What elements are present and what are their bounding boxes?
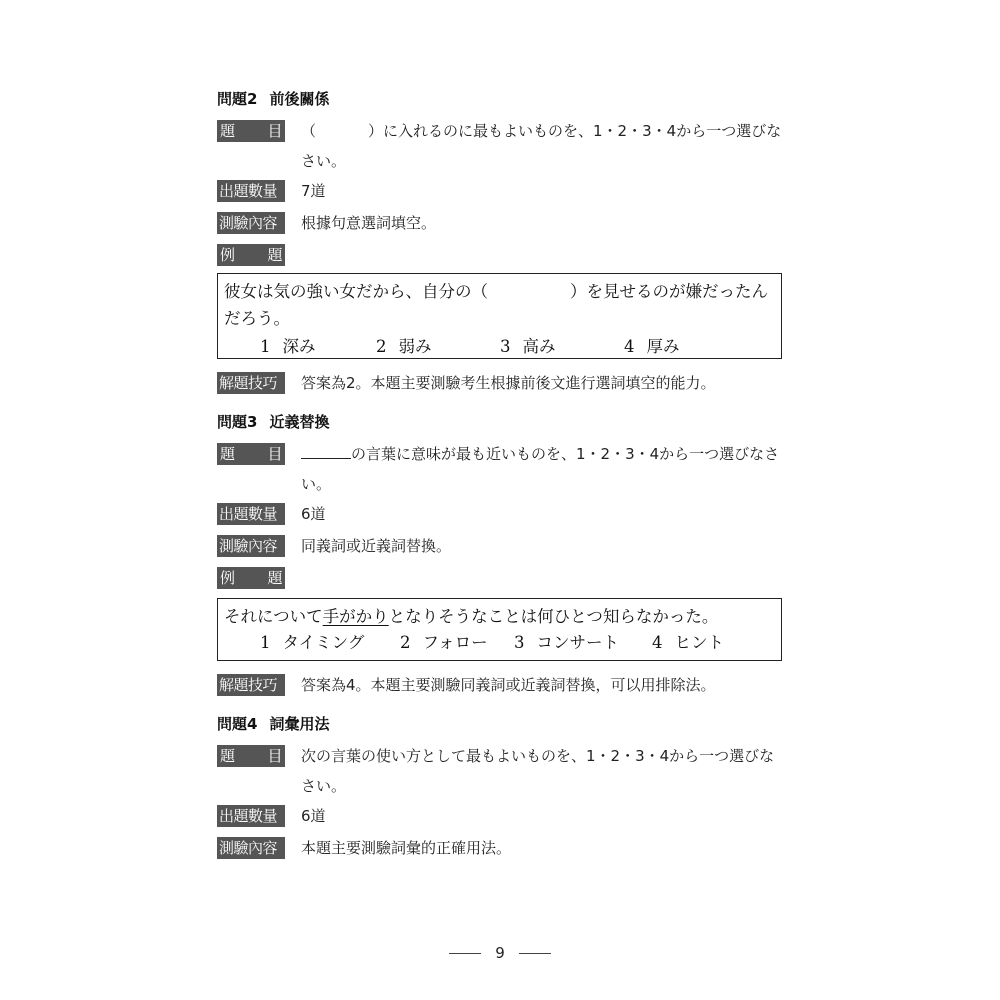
- example-label: 例 題: [217, 244, 285, 266]
- option-item: 3 高み: [500, 337, 556, 356]
- topic-text: （ ）に入れるのに最もよいものを、1・2・3・4から一つ選びなさい。: [301, 122, 782, 170]
- tip-row: [217, 674, 787, 700]
- topic-row: [217, 745, 787, 801]
- section-number: 問題2: [217, 90, 258, 108]
- content-label: 測驗內容: [217, 837, 285, 859]
- section-number: 問題4: [217, 715, 258, 733]
- content-row: [217, 837, 787, 863]
- tip-value: 答案為2。本題主要測驗考生根據前後文進行選詞填空的能力。: [301, 374, 716, 392]
- example-sentence: 彼女は気の強い女だから、自分の（ ）を見せるのが嫌だったんだろう。: [224, 282, 768, 328]
- page-footer: [0, 944, 1000, 962]
- example-label: 例 題: [217, 567, 285, 589]
- example-box: [217, 598, 782, 661]
- content-label: 測驗內容: [217, 212, 285, 234]
- topic-row: [217, 120, 787, 176]
- count-label: 出題數量: [217, 180, 285, 202]
- option-item: 2 フォロー: [400, 633, 488, 652]
- count-row: [217, 180, 787, 206]
- section-title: 近義替換: [269, 413, 330, 431]
- underlined-word: 手がかり: [322, 607, 389, 626]
- footer-rule-left: [449, 953, 481, 954]
- section-heading-2: [217, 88, 329, 109]
- footer-rule-right: [519, 953, 551, 954]
- tip-value: 答案為4。本題主要測驗同義詞或近義詞替換，可以用排除法。: [301, 676, 716, 694]
- topic-text: 次の言葉の使い方として最もよいものを、1・2・3・4から一つ選びなさい。: [301, 747, 775, 795]
- count-row: [217, 805, 787, 831]
- example-options: [260, 332, 775, 362]
- count-label: 出題數量: [217, 805, 285, 827]
- page-number: 9: [495, 944, 505, 962]
- section-title: 前後關係: [269, 90, 330, 108]
- tip-row: [217, 372, 787, 398]
- tip-label: 解題技巧: [217, 372, 285, 394]
- topic-row: [217, 443, 787, 499]
- option-item: 4 厚み: [624, 337, 680, 356]
- option-item: 3 コンサート: [514, 633, 619, 652]
- content-value: 根據句意選詞填空。: [301, 214, 437, 232]
- content-row: [217, 535, 787, 561]
- example-row: [217, 244, 787, 266]
- content-value: 本題主要測驗詞彙的正確用法。: [301, 839, 512, 857]
- content-value: 同義詞或近義詞替換。: [301, 537, 452, 555]
- underline-blank: [301, 442, 351, 459]
- option-item: 2 弱み: [376, 337, 432, 356]
- section-title: 詞彙用法: [269, 715, 330, 733]
- count-value: 7道: [301, 182, 326, 200]
- content-row: [217, 212, 787, 238]
- count-label: 出題數量: [217, 503, 285, 525]
- section-heading-3: [217, 411, 329, 432]
- example-options: [260, 628, 775, 658]
- option-item: 4 ヒント: [652, 633, 724, 652]
- option-item: 1 深み: [260, 337, 316, 356]
- option-item: 1 タイミング: [260, 633, 365, 652]
- topic-text: の言葉に意味が最も近いものを、1・2・3・4から一つ選びなさい。: [301, 439, 786, 499]
- example-box: [217, 273, 782, 359]
- content-label: 測驗內容: [217, 535, 285, 557]
- count-row: [217, 503, 787, 529]
- section-number: 問題3: [217, 413, 258, 431]
- count-value: 6道: [301, 505, 326, 523]
- example-row: [217, 567, 787, 589]
- count-value: 6道: [301, 807, 326, 825]
- section-heading-4: [217, 713, 329, 734]
- topic-label: 題 目: [217, 443, 285, 465]
- topic-label: 題 目: [217, 745, 285, 767]
- tip-label: 解題技巧: [217, 674, 285, 696]
- topic-label: 題 目: [217, 120, 285, 142]
- example-sentence: それについて手がかりとなりそうなことは何ひとつ知らなかった。: [224, 607, 719, 626]
